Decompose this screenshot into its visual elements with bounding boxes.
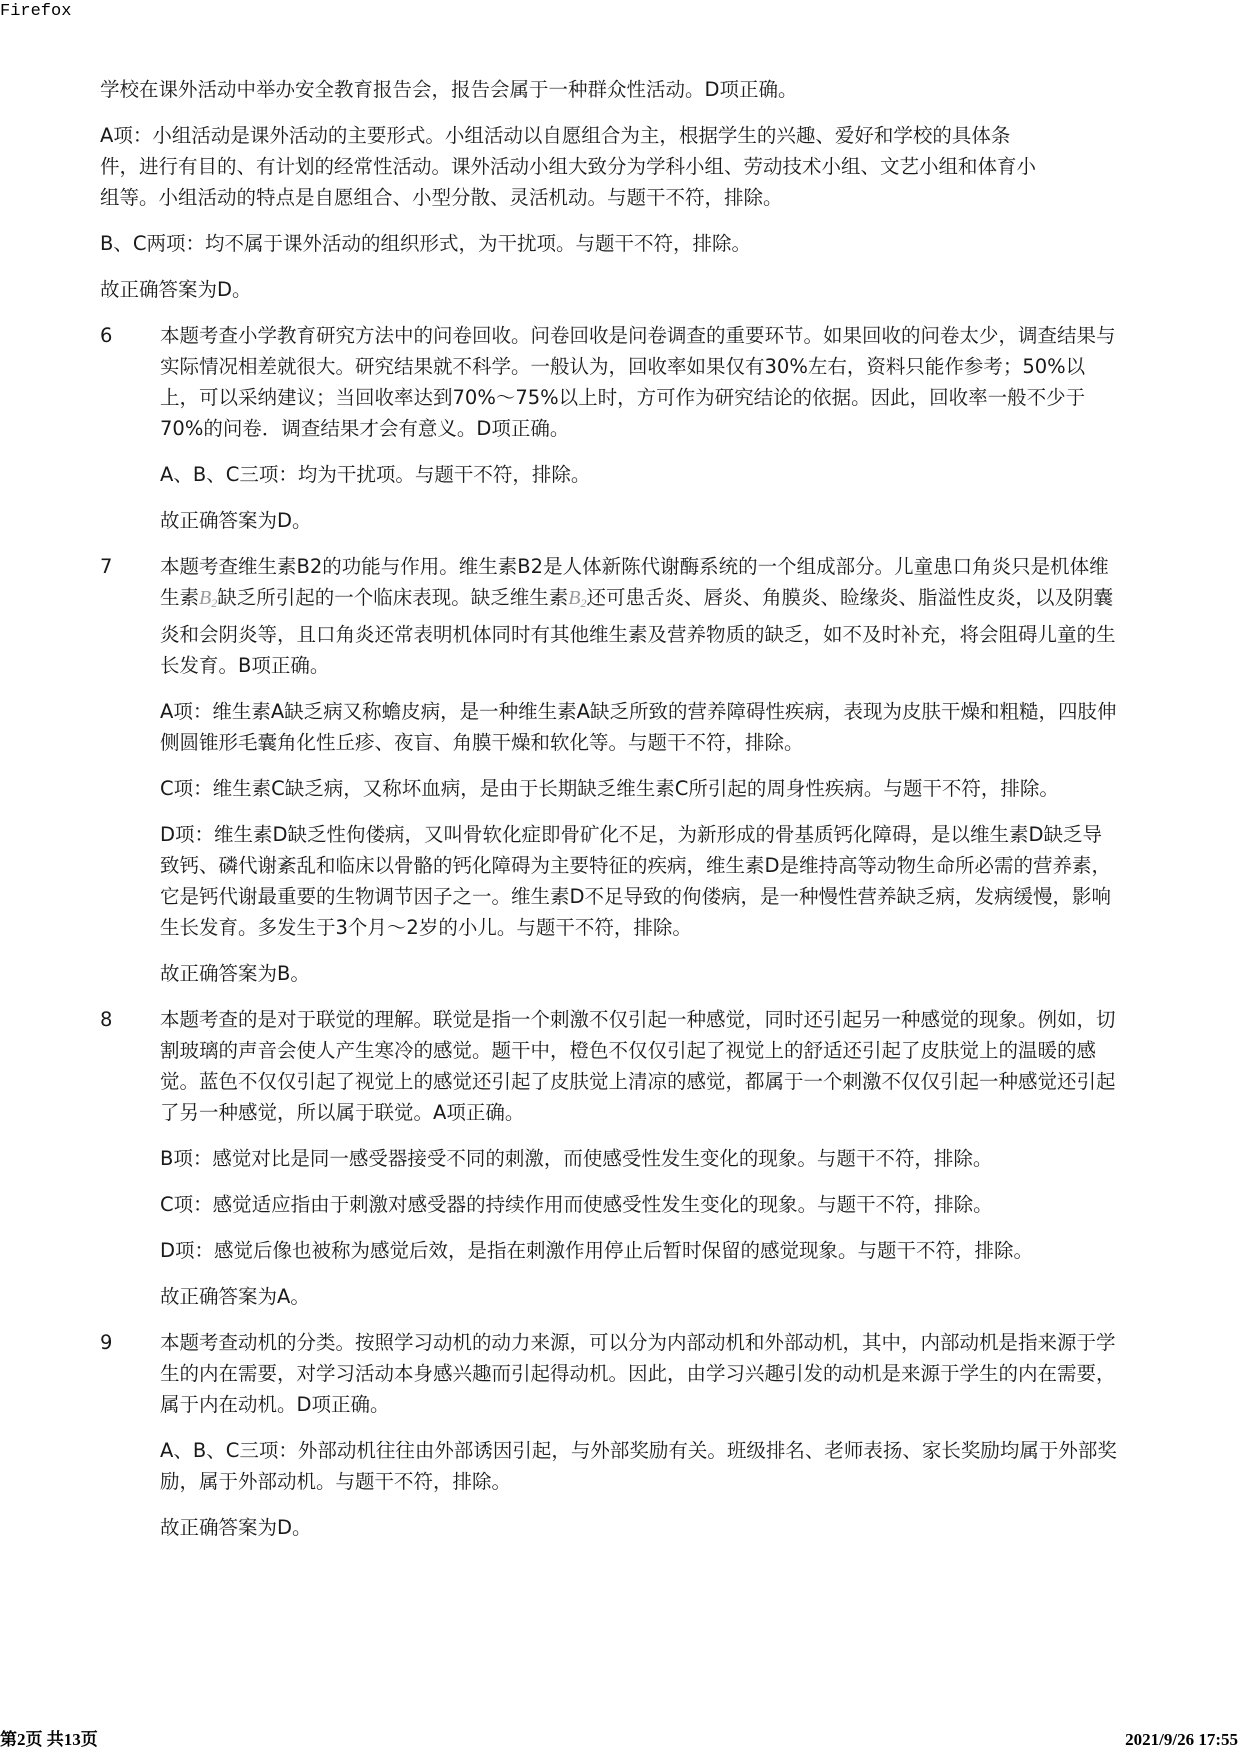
question-answer: 故正确答案为D。 <box>160 509 312 532</box>
document-body <box>100 74 1120 1558</box>
explanation-text-part3: 还可患舌炎、唇炎、角膜炎、睑缘炎、脂溢性皮炎，以及阴囊炎和会阴炎等，且口角炎还常表明机体同时有其他维生素及营养物质的缺乏，如不及时补充，将会阻碍儿童的生长发育。B项正确。 <box>160 586 1116 677</box>
question-explanation: 本题考查的是对于联觉的理解。联觉是指一个刺激不仅引起一种感觉，同时还引起另一种感觉的现象。例如，切割玻璃的声音会使人产生寒冷的感觉。题干中，橙色不仅仅引起了视觉上的舒适还引起了皮肤觉上的温暖的感觉。蓝色不仅仅引起了视觉上的感觉还引起了皮肤觉上清凉的感觉，都属于一个刺激不仅仅引起一种感觉还引起了另一种感觉，所以属于联觉。A项正确。 <box>160 1008 1116 1124</box>
question-answer: 故正确答案为A。 <box>160 1285 310 1308</box>
explanation-text-part1: 本题考查维生素B2的功能与作用。维生素B2是人体新陈代谢酶系统的一个组成部分。儿童患口角炎只是机体维生素 <box>160 555 1109 609</box>
question-option-b: B项：感觉对比是同一感受器接受不同的刺激，而使感受性发生变化的现象。与题干不符，排除。 <box>160 1147 993 1170</box>
question-option-c: C项：感觉适应指由于刺激对感受器的持续作用而使感受性发生变化的现象。与题干不符，排除。 <box>160 1193 993 1216</box>
question-number: 9 <box>100 1331 113 1354</box>
intro-section <box>100 74 1120 305</box>
intro-answer: 故正确答案为D。 <box>100 278 252 301</box>
question-answer: 故正确答案为D。 <box>160 1516 312 1539</box>
intro-paragraph: 学校在课外活动中举办安全教育报告会，报告会属于一种群众性活动。D项正确。 <box>100 78 798 101</box>
question-number: 6 <box>100 324 113 347</box>
question-option-d: D项：维生素D缺乏性佝偻病，又叫骨软化症即骨矿化不足，为新形成的骨基质钙化障碍，是以维生素D缺乏导致钙、磷代谢紊乱和临床以骨骼的钙化障碍为主要特征的疾病，维生素D是维持高等动物生命所必需的营养素，它是钙代谢最重要的生物调节因子之一。维生素D不足导致的佝偻病，是一种慢性营养缺乏病，发病缓慢，影响生长发育。多发生于3个月～2岁的小儿。与题干不符，排除。 <box>160 823 1112 939</box>
question-option-a: A项：维生素A缺乏病又称蟾皮病，是一种维生素A缺乏所致的营养障碍性疾病，表现为皮肤干燥和粗糙，四肢伸侧圆锥形毛囊角化性丘疹、夜盲、角膜干燥和软化等。与题干不符，排除。 <box>160 700 1117 754</box>
question-option-d: D项：感觉后像也被称为感觉后效，是指在刺激作用停止后暂时保留的感觉现象。与题干不符，排除。 <box>160 1239 1034 1262</box>
question-distractors: A、B、C三项：外部动机往往由外部诱因引起，与外部奖励有关。班级排名、老师表扬、家长奖励均属于外部奖励，属于外部动机。与题干不符，排除。 <box>160 1439 1117 1493</box>
print-timestamp: 2021/9/26 17:55 <box>1125 1730 1238 1749</box>
intro-option-bc: B、C两项：均不属于课外活动的组织形式，为干扰项。与题干不符，排除。 <box>100 232 751 255</box>
print-header-title: Firefox <box>0 2 72 21</box>
question-explanation: 本题考查动机的分类。按照学习动机的动力来源，可以分为内部动机和外部动机，其中，内部动机是指来源于学生的内在需要，对学习活动本身感兴趣而引起得动机。因此，由学习兴趣引发的动机是来源于学生的内在需要，属于内在动机。D项正确。 <box>160 1331 1116 1416</box>
question-explanation <box>160 551 1120 681</box>
question-distractors: A、B、C三项：均为干扰项。与题干不符，排除。 <box>160 463 591 486</box>
question-number: 7 <box>100 555 113 578</box>
question-number: 8 <box>100 1008 113 1031</box>
question-answer: 故正确答案为B。 <box>160 962 310 985</box>
intro-option-a: A项：小组活动是课外活动的主要形式。小组活动以自愿组合为主，根据学生的兴趣、爱好和学校的具体条件，进行有目的、有计划的经常性活动。课外活动小组大致分为学科小组、劳动技术小组、文艺小组和体育小组等。小组活动的特点是自愿组合、小型分散、灵活机动。与题干不符，排除。 <box>100 124 1037 209</box>
question-9 <box>100 1327 1120 1543</box>
question-6 <box>100 320 1120 536</box>
question-option-c: C项：维生素C缺乏病，又称坏血病，是由于长期缺乏维生素C所引起的周身性疾病。与题干不符，排除。 <box>160 777 1059 800</box>
vitamin-b2-formula: $B_2$ <box>199 587 218 610</box>
question-explanation: 本题考查小学教育研究方法中的问卷回收。问卷回收是问卷调查的重要环节。如果回收的问卷太少，调查结果与实际情况相差就很大。研究结果就不科学。一般认为，回收率如果仅有30%左右，资料只能作参考；50%以上，可以采纳建议；当回收率达到70%～75%以上时，方可作为研究结论的依据。因此，回收率一般不少于70%的问卷．调查结果才会有意义。D项正确。 <box>160 324 1116 440</box>
question-8 <box>100 1004 1120 1312</box>
question-7 <box>100 551 1120 989</box>
page-indicator: 第2页 共13页 <box>0 1730 98 1749</box>
explanation-text-part2: 缺乏所引起的一个临床表现。缺乏维生素 <box>217 586 569 609</box>
vitamin-b2-formula: $B_2$ <box>568 587 587 610</box>
